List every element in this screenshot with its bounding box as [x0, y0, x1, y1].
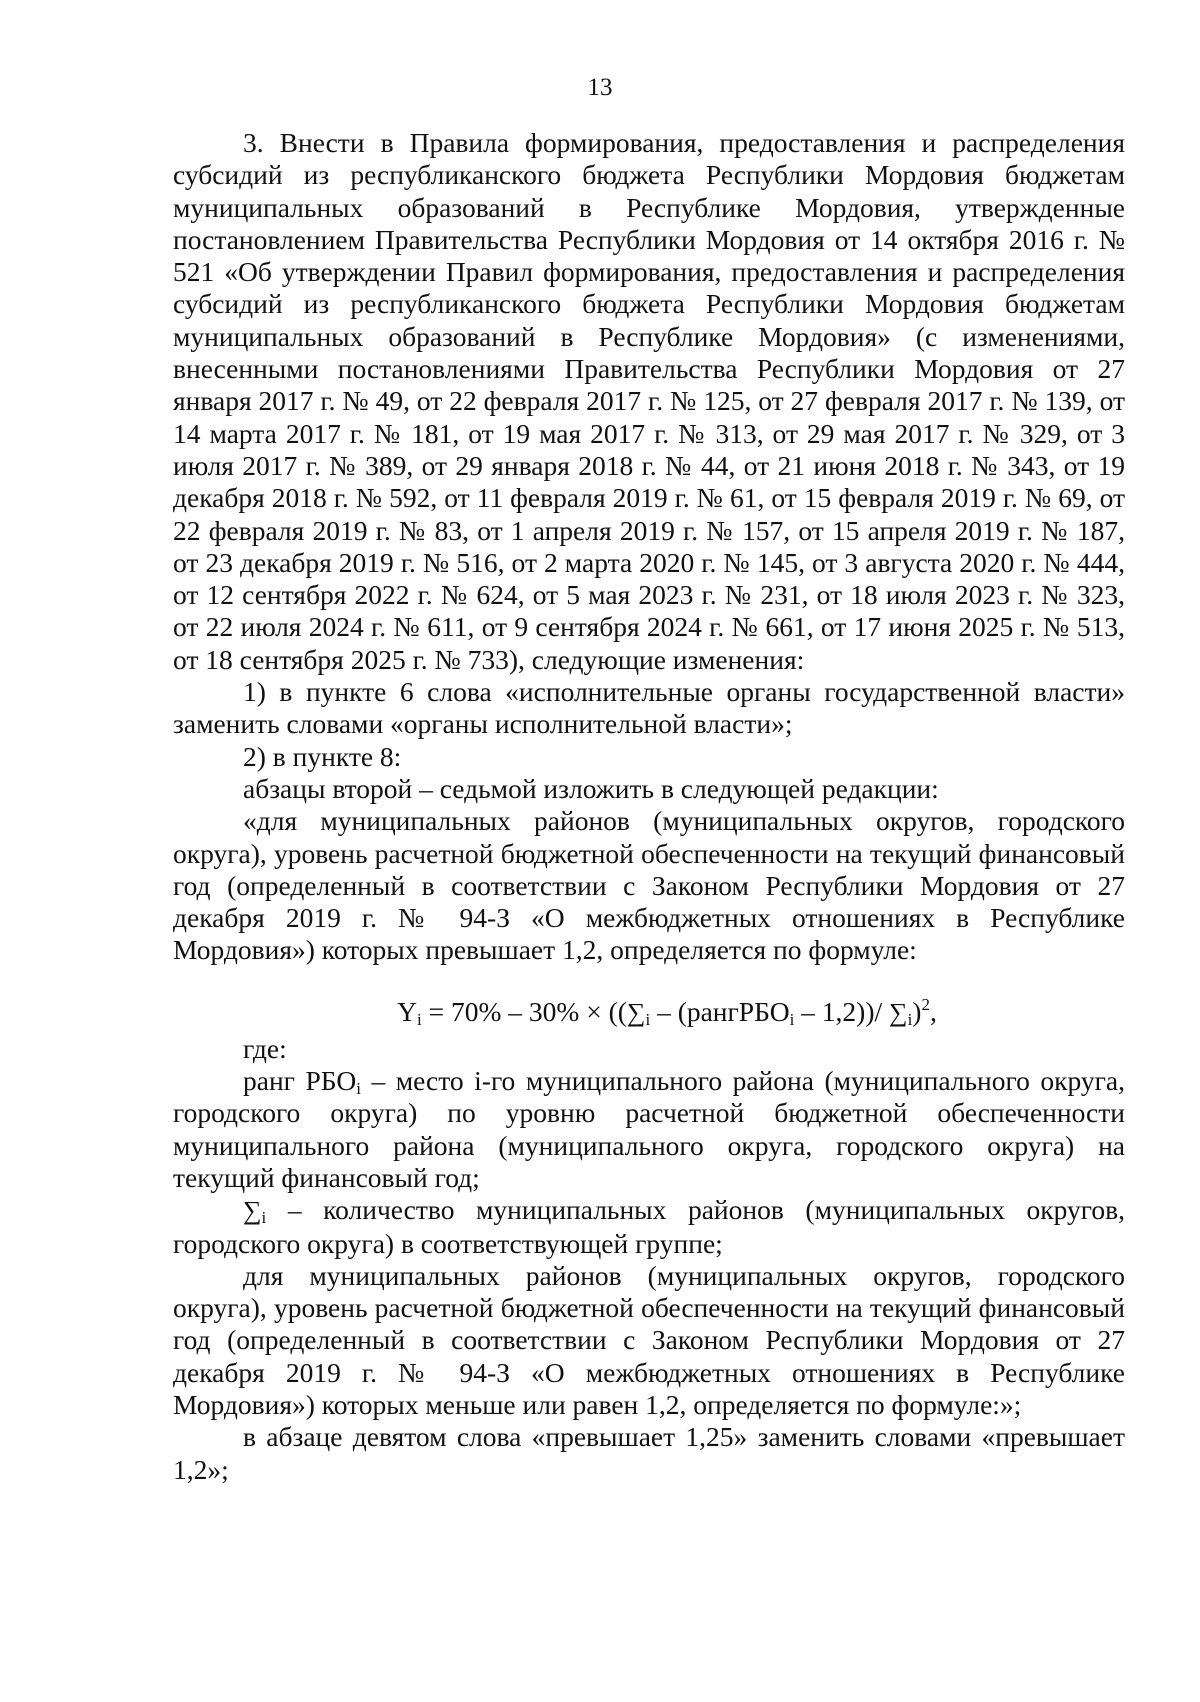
formula-part: , — [929, 995, 937, 1027]
rank-text: – место i-го муниципального района (муниципального округа, городского округа) по уровню расчетной бюджетной обеспеченности муниципального района (муниципального округа, городского округа) на текущий финансовый год; — [173, 1065, 1125, 1193]
paragraph-amendment-intro: 3. Внести в Правила формирования, предоставления и распределения субсидий из республиканского бюджета Республики Мордовия бюджетам муниципальных образований в Республике Мордовия, утвержденные постановлением Правительства Республики Мордовия от 14 октября 2016 г. № 521 «Об утверждении Правил формирования, предоставления и распределения субсидий из республиканского бюджета Республики Мордовия бюджетам муниципальных образований в Республике Мордовия» (с изменениями, внесенными постановлениями Правительства Республики Мордовия от 27 января 2017 г. № 49, от 22 февраля 2017 г. № 125, от 27 февраля 2017 г. № 139, от 14 марта 2017 г. № 181, от 19 мая 2017 г. № 313, от 29 мая 2017 г. № 329, от 3 июля 2017 г. № 389, от 29 января 2018 г. № 44, от 21 июня 2018 г. № 343, от 19 декабря 2018 г. № 592, от 11 февраля 2019 г. № 61, от 15 февраля 2019 г. № 69, от 22 февраля 2019 г. № 83, от 1 апреля 2019 г. № 157, от 15 апреля 2019 г. № 187, от 23 декабря 2019 г. № 516, от 2 марта 2020 г. № 145, от 3 августа 2020 г. № 444, от 12 сентября 2022 г. № 624, от 5 мая 2023 г. № 231, от 18 июля 2023 г. № 323, от 22 июля 2024 г. № 611, от 9 сентября 2024 г. № 661, от 17 июня 2025 г. № 513, от 18 сентября 2025 г. № 733), следующие изменения: — [173, 127, 1125, 675]
formula-sub: i — [356, 1079, 361, 1099]
paragraph-districts-below: для муниципальных районов (муниципальных округов, городского округа), уровень расчетной бюджетной обеспеченности на текущий финансовый год (определенный в соответствии с Законом Республики Мордовия от 27 декабря 2019 г. № 94-З «О межбюджетных отношениях в Республике Мордовия») которых меньше или равен 1,2, определяется по формуле:»; — [173, 1259, 1125, 1420]
page-number: 13 — [587, 74, 613, 101]
formula-sub: i — [907, 1009, 913, 1029]
paragraph-districts-above: «для муниципальных районов (муниципальных округов, городского округа), уровень расчетной бюджетной обеспеченности на текущий финансовый год (определенный в соответствии с Законом Республики Мордовия от 27 декабря 2019 г. № 94-З «О межбюджетных отношениях в Республике Мордовия») которых превышает 1,2, определяется по формуле: — [173, 805, 1125, 966]
paragraph-sum-definition — [173, 1194, 1125, 1260]
document-body — [173, 127, 1125, 1486]
sum-symbol: ∑ — [243, 1196, 262, 1226]
paragraph-rank-definition — [173, 1065, 1125, 1194]
paragraph-paragraphs-2-7: абзацы второй – седьмой изложить в следующей редакции: — [243, 772, 939, 804]
rank-term: ранг РБО — [243, 1065, 357, 1097]
formula-power: 2 — [921, 994, 930, 1014]
sum-symbol: ∑ — [626, 997, 646, 1027]
formula-part: = 70% – 30% × (( — [421, 995, 627, 1027]
formula-y: Y — [397, 995, 418, 1027]
formula-part: – 1,2))/ — [794, 995, 890, 1027]
paragraph-where: где: — [243, 1032, 287, 1064]
formula-part: ) — [912, 995, 922, 1027]
formula-sub: i — [789, 1009, 795, 1029]
formula-sub: i — [261, 1208, 267, 1228]
formula-sub: i — [645, 1009, 651, 1029]
formula-sub: i — [417, 1009, 422, 1029]
sum-symbol: ∑ — [889, 997, 908, 1027]
paragraph-item-2: 2) в пункте 8: — [243, 740, 402, 772]
paragraph-item-1: 1) в пункте 6 слова «исполнительные органы государственной власти» заменить словами «органы исполнительной власти»; — [173, 676, 1125, 740]
paragraph-ninth-clause: в абзаце девятом слова «превышает 1,25» заменить словами «превышает 1,2»; — [173, 1421, 1125, 1485]
sum-text: – количество муниципальных районов (муниципальных округов, городского округа) в соответствующей группе; — [173, 1194, 1125, 1259]
formula-part: – (рангРБО — [650, 995, 790, 1027]
formula — [173, 996, 1125, 1029]
